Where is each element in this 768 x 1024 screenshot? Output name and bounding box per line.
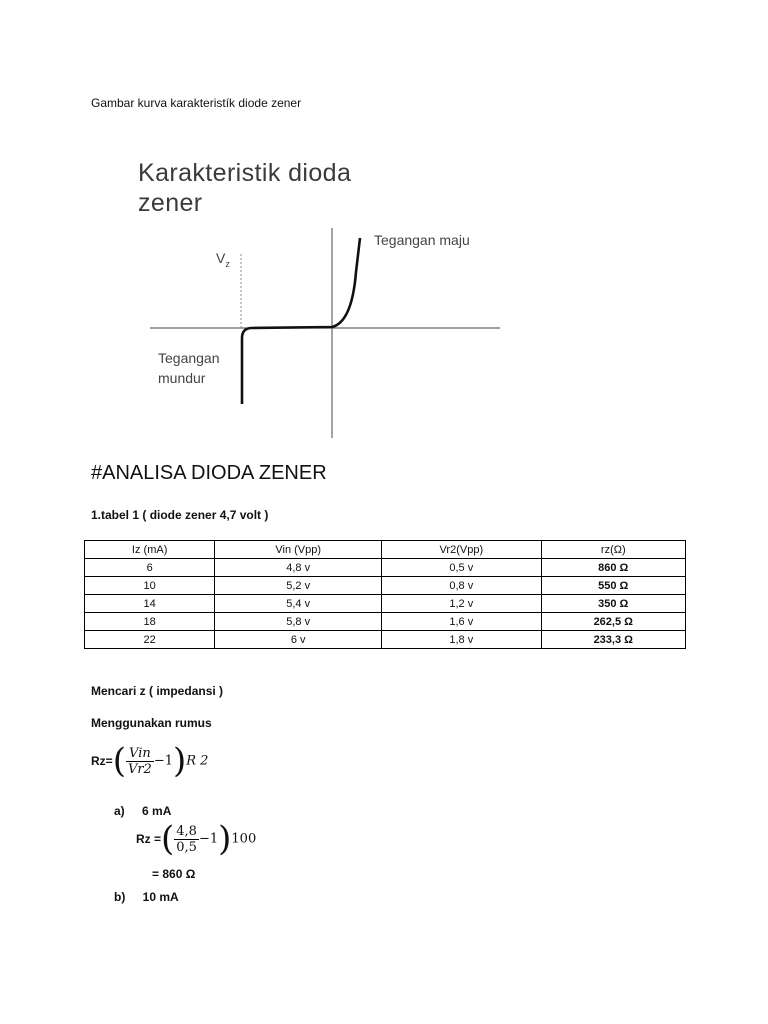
formula-rhs: R 2	[186, 753, 209, 769]
example-a-fraction	[174, 824, 199, 855]
example-a-marker: a)	[114, 804, 125, 818]
table-row	[85, 631, 686, 649]
example-a-numerator: 4,8	[176, 823, 197, 839]
cell-vr2: 0,8 v	[382, 577, 541, 595]
cell-rz: 233,3 Ω	[541, 631, 685, 649]
figure-title-line1: Karakteristik dioda	[138, 159, 352, 187]
paragraph-find-impedance: Mencari z ( impedansi )	[91, 684, 224, 698]
example-a-denominator: 0,5	[176, 839, 197, 855]
cell-vin: 5,8 v	[215, 613, 382, 631]
cell-iz: 18	[85, 613, 215, 631]
zener-curve-graph	[130, 152, 510, 442]
cell-vr2: 0,5 v	[382, 559, 541, 577]
example-a-result: = 860 Ω	[152, 867, 196, 881]
zener-characteristic-figure	[130, 152, 510, 442]
cell-iz: 14	[85, 595, 215, 613]
cell-rz: 350 Ω	[541, 595, 685, 613]
cell-iz: 6	[85, 559, 215, 577]
cell-vr2: 1,6 v	[382, 613, 541, 631]
paragraph-formula-intro: Menggunakan rumus	[91, 716, 212, 730]
header-rz: rz(Ω)	[541, 541, 685, 559]
example-a-lhs: Rz =	[136, 832, 162, 846]
table-row	[85, 559, 686, 577]
cell-vin: 5,2 v	[215, 577, 382, 595]
cell-iz: 22	[85, 631, 215, 649]
cell-vin: 4,8 v	[215, 559, 382, 577]
formula-open-paren: (	[112, 741, 126, 781]
example-b-heading	[114, 890, 179, 904]
cell-rz: 550 Ω	[541, 577, 685, 595]
formula-close-paren: )	[173, 741, 187, 781]
header-iz: Iz (mA)	[85, 541, 215, 559]
cell-rz: 262,5 Ω	[541, 613, 685, 631]
table-header-row	[85, 541, 686, 559]
cell-rz: 860 Ω	[541, 559, 685, 577]
zener-curve	[242, 238, 360, 404]
formula-lhs: Rz=	[91, 754, 113, 768]
header-vin: Vin (Vpp)	[215, 541, 382, 559]
cell-vin: 6 v	[215, 631, 382, 649]
example-b-marker: b)	[114, 890, 126, 904]
reverse-voltage-label-1: Tegangan	[158, 350, 220, 366]
forward-voltage-label: Tegangan maju	[374, 232, 470, 248]
cell-vr2: 1,8 v	[382, 631, 541, 649]
reverse-voltage-label-2: mundur	[158, 370, 206, 386]
table-row	[85, 577, 686, 595]
cell-vin: 5,4 v	[215, 595, 382, 613]
formula-denominator: Vr2	[127, 761, 152, 777]
header-vr2: Vr2(Vpp)	[382, 541, 541, 559]
table-caption: 1.tabel 1 ( diode zener 4,7 volt )	[91, 508, 269, 522]
example-a-label: 6 mA	[142, 804, 172, 818]
vz-label	[216, 248, 230, 274]
cell-vr2: 1,2 v	[382, 595, 541, 613]
example-a-open-paren: (	[161, 819, 175, 859]
section-title: #ANALISA DIODA ZENER	[91, 462, 327, 484]
figure-caption: Gambar kurva karakteristík diode zener	[91, 96, 302, 110]
data-table	[84, 540, 686, 649]
vz-subscript: z	[225, 258, 230, 269]
example-a-factor: 100	[231, 831, 257, 847]
cell-iz: 10	[85, 577, 215, 595]
general-formula	[91, 741, 209, 781]
example-a-formula	[136, 819, 257, 859]
figure-title-line2: zener	[138, 189, 203, 217]
table-row	[85, 613, 686, 631]
vz-symbol: V	[216, 250, 226, 266]
example-a-heading	[114, 804, 171, 818]
example-a-close-paren: )	[218, 819, 232, 859]
formula-fraction	[126, 746, 154, 777]
example-b-label: 10 mA	[142, 890, 179, 904]
example-a-minus-one: −1	[198, 831, 219, 847]
formula-minus-one: −1	[153, 753, 173, 769]
formula-numerator: Vin	[126, 746, 154, 762]
table-row	[85, 595, 686, 613]
